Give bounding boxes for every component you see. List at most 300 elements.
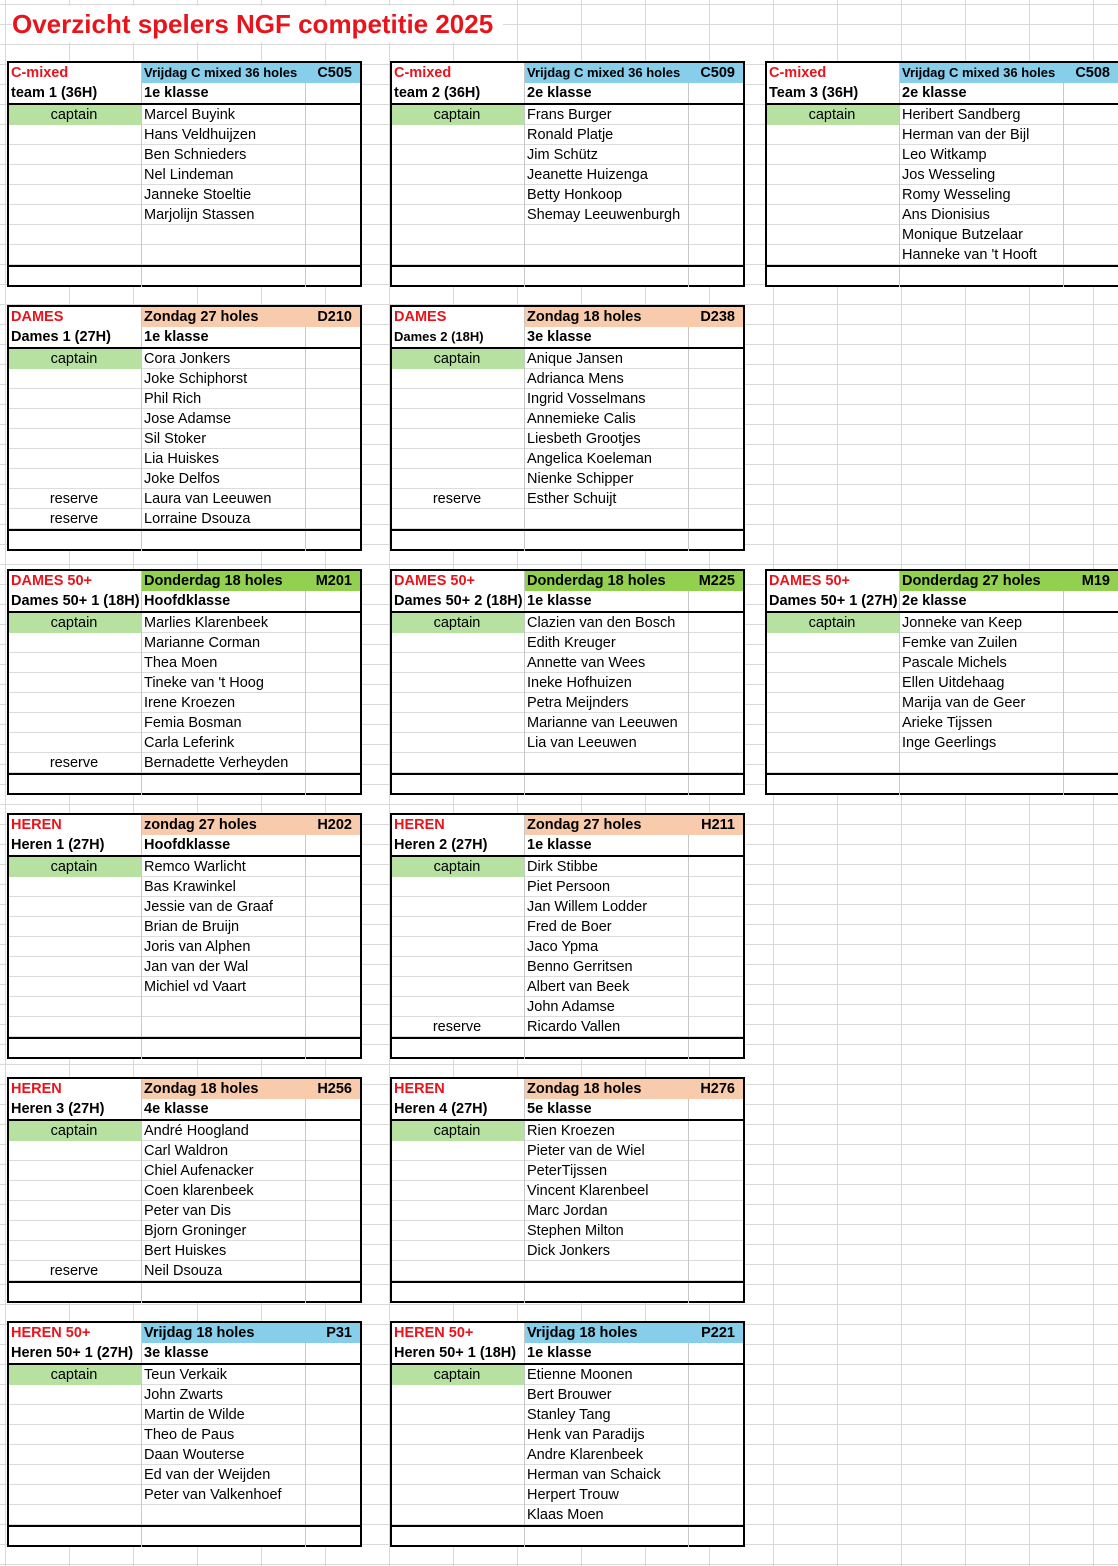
player-name[interactable]: Pieter van de Wiel [525, 1141, 689, 1161]
empty-cell[interactable] [1064, 245, 1118, 265]
day-label[interactable]: Zondag 18 holes [525, 1079, 689, 1099]
role-cell[interactable] [392, 673, 525, 693]
empty-cell[interactable] [306, 633, 360, 653]
day-label[interactable]: Donderdag 18 holes [142, 571, 306, 591]
player-name[interactable]: Etienne Moonen [525, 1365, 689, 1385]
competition-code[interactable]: P221 [689, 1323, 743, 1343]
empty-cell[interactable] [689, 327, 743, 347]
role-cell[interactable] [392, 1241, 525, 1261]
empty-cell[interactable] [306, 105, 360, 125]
empty-cell[interactable] [9, 1283, 142, 1303]
role-cell[interactable] [767, 693, 900, 713]
player-name[interactable]: Femke van Zuilen [900, 633, 1064, 653]
empty-cell[interactable] [689, 633, 743, 653]
player-name[interactable]: Ronald Platje [525, 125, 689, 145]
empty-cell[interactable] [1064, 613, 1118, 633]
role-cell[interactable] [767, 205, 900, 225]
role-cell[interactable] [9, 1241, 142, 1261]
empty-cell[interactable] [306, 245, 360, 265]
role-cell[interactable] [9, 1445, 142, 1465]
team-name[interactable]: Dames 50+ 1 (27H) [767, 591, 900, 611]
role-cell[interactable] [767, 733, 900, 753]
competition-code[interactable]: H276 [689, 1079, 743, 1099]
empty-cell[interactable] [689, 205, 743, 225]
empty-cell[interactable] [306, 1099, 360, 1119]
empty-cell[interactable] [306, 897, 360, 917]
player-name[interactable]: Dirk Stibbe [525, 857, 689, 877]
role-cell[interactable] [392, 897, 525, 917]
team-name[interactable]: team 1 (36H) [9, 83, 142, 103]
player-name[interactable]: Monique Butzelaar [900, 225, 1064, 245]
empty-cell[interactable] [306, 509, 360, 529]
player-name[interactable] [525, 509, 689, 529]
role-cell[interactable] [392, 1161, 525, 1181]
empty-cell[interactable] [1064, 653, 1118, 673]
player-name[interactable]: Lorraine Dsouza [142, 509, 306, 529]
player-name[interactable]: Leo Witkamp [900, 145, 1064, 165]
role-cell[interactable] [9, 469, 142, 489]
player-name[interactable]: PeterTijssen [525, 1161, 689, 1181]
empty-cell[interactable] [1064, 267, 1118, 287]
empty-cell[interactable] [689, 1039, 743, 1059]
role-cell[interactable] [392, 1425, 525, 1445]
role-cell[interactable] [9, 693, 142, 713]
empty-cell[interactable] [689, 1261, 743, 1281]
empty-cell[interactable] [689, 83, 743, 103]
player-name[interactable] [142, 1505, 306, 1525]
role-cell[interactable] [9, 733, 142, 753]
player-name[interactable]: Carl Waldron [142, 1141, 306, 1161]
player-name[interactable]: Ricardo Vallen [525, 1017, 689, 1037]
player-name[interactable]: Jan Willem Lodder [525, 897, 689, 917]
role-cell[interactable] [392, 125, 525, 145]
player-name[interactable]: Marlies Klarenbeek [142, 613, 306, 633]
player-name[interactable] [142, 997, 306, 1017]
day-label[interactable]: Vrijdag C mixed 36 holes [142, 63, 306, 83]
role-cell[interactable] [392, 145, 525, 165]
empty-cell[interactable] [306, 389, 360, 409]
competition-code[interactable]: C505 [306, 63, 360, 83]
player-name[interactable]: Inge Geerlings [900, 733, 1064, 753]
category-label[interactable]: DAMES [392, 307, 525, 327]
empty-cell[interactable] [306, 1527, 360, 1547]
empty-cell[interactable] [1064, 633, 1118, 653]
role-cell[interactable] [392, 713, 525, 733]
empty-cell[interactable] [689, 225, 743, 245]
role-cell[interactable] [9, 185, 142, 205]
team-name[interactable]: Heren 50+ 1 (18H) [392, 1343, 525, 1363]
role-cell[interactable] [392, 977, 525, 997]
role-cell[interactable] [767, 125, 900, 145]
empty-cell[interactable] [525, 1527, 689, 1547]
klasse-label[interactable]: 1e klasse [525, 835, 689, 855]
player-name[interactable]: Herpert Trouw [525, 1485, 689, 1505]
team-name[interactable]: team 2 (36H) [392, 83, 525, 103]
player-name[interactable]: Adrianca Mens [525, 369, 689, 389]
empty-cell[interactable] [306, 267, 360, 287]
player-name[interactable]: Theo de Paus [142, 1425, 306, 1445]
player-name[interactable]: Bas Krawinkel [142, 877, 306, 897]
empty-cell[interactable] [689, 489, 743, 509]
empty-cell[interactable] [689, 469, 743, 489]
role-cell[interactable] [392, 369, 525, 389]
empty-cell[interactable] [306, 613, 360, 633]
player-name[interactable]: Annette van Wees [525, 653, 689, 673]
empty-cell[interactable] [306, 1017, 360, 1037]
player-name[interactable]: Bert Brouwer [525, 1385, 689, 1405]
role-cell[interactable] [9, 125, 142, 145]
empty-cell[interactable] [689, 673, 743, 693]
category-label[interactable]: HEREN [9, 815, 142, 835]
role-cell[interactable] [392, 997, 525, 1017]
empty-cell[interactable] [306, 469, 360, 489]
empty-cell[interactable] [306, 1425, 360, 1445]
empty-cell[interactable] [689, 917, 743, 937]
player-name[interactable]: Annemieke Calis [525, 409, 689, 429]
role-cell[interactable] [392, 449, 525, 469]
klasse-label[interactable]: Hoofdklasse [142, 835, 306, 855]
player-name[interactable]: Stanley Tang [525, 1405, 689, 1425]
role-cell[interactable]: reserve [392, 489, 525, 509]
day-label[interactable]: Vrijdag C mixed 36 holes [900, 63, 1064, 83]
day-label[interactable]: Vrijdag 18 holes [142, 1323, 306, 1343]
role-cell[interactable] [767, 185, 900, 205]
role-cell[interactable] [392, 1405, 525, 1425]
empty-cell[interactable] [689, 409, 743, 429]
role-cell[interactable] [767, 673, 900, 693]
category-label[interactable]: HEREN [9, 1079, 142, 1099]
role-cell[interactable] [9, 409, 142, 429]
empty-cell[interactable] [142, 267, 306, 287]
role-cell[interactable]: reserve [9, 1261, 142, 1281]
player-name[interactable]: Bernadette Verheyden [142, 753, 306, 773]
role-cell[interactable] [392, 1261, 525, 1281]
player-name[interactable]: Jonneke van Keep [900, 613, 1064, 633]
empty-cell[interactable] [689, 897, 743, 917]
klasse-label[interactable]: 3e klasse [525, 327, 689, 347]
role-cell[interactable] [392, 1201, 525, 1221]
role-cell[interactable] [392, 429, 525, 449]
player-name[interactable]: Ed van der Weijden [142, 1465, 306, 1485]
category-label[interactable]: C-mixed [9, 63, 142, 83]
competition-code[interactable]: H211 [689, 815, 743, 835]
empty-cell[interactable] [689, 713, 743, 733]
empty-cell[interactable] [306, 1385, 360, 1405]
day-label[interactable]: Zondag 27 holes [525, 815, 689, 835]
player-name[interactable]: Tineke van 't Hoog [142, 673, 306, 693]
empty-cell[interactable] [306, 1343, 360, 1363]
role-cell[interactable] [392, 1445, 525, 1465]
player-name[interactable]: Angelica Koeleman [525, 449, 689, 469]
team-name[interactable]: Heren 50+ 1 (27H) [9, 1343, 142, 1363]
role-cell[interactable] [9, 205, 142, 225]
player-name[interactable]: Marianne van Leeuwen [525, 713, 689, 733]
player-name[interactable]: Neil Dsouza [142, 1261, 306, 1281]
empty-cell[interactable] [306, 957, 360, 977]
player-name[interactable]: Ellen Uitdehaag [900, 673, 1064, 693]
player-name[interactable] [142, 225, 306, 245]
role-cell[interactable]: captain [9, 349, 142, 369]
day-label[interactable]: Donderdag 18 holes [525, 571, 689, 591]
day-label[interactable]: Donderdag 27 holes [900, 571, 1064, 591]
player-name[interactable]: Cora Jonkers [142, 349, 306, 369]
role-cell[interactable] [9, 1465, 142, 1485]
player-name[interactable]: Chiel Aufenacker [142, 1161, 306, 1181]
empty-cell[interactable] [1064, 693, 1118, 713]
role-cell[interactable] [392, 1385, 525, 1405]
team-name[interactable]: Team 3 (36H) [767, 83, 900, 103]
role-cell[interactable] [9, 1141, 142, 1161]
empty-cell[interactable] [9, 1527, 142, 1547]
day-label[interactable]: Zondag 18 holes [142, 1079, 306, 1099]
day-label[interactable]: zondag 27 holes [142, 815, 306, 835]
empty-cell[interactable] [306, 997, 360, 1017]
empty-cell[interactable] [306, 1465, 360, 1485]
role-cell[interactable] [392, 937, 525, 957]
category-label[interactable]: HEREN 50+ [392, 1323, 525, 1343]
empty-cell[interactable] [525, 267, 689, 287]
empty-cell[interactable] [900, 267, 1064, 287]
empty-cell[interactable] [689, 1465, 743, 1485]
empty-cell[interactable] [9, 775, 142, 795]
empty-cell[interactable] [306, 673, 360, 693]
empty-cell[interactable] [9, 1039, 142, 1059]
empty-cell[interactable] [689, 1283, 743, 1303]
empty-cell[interactable] [306, 1039, 360, 1059]
role-cell[interactable]: captain [392, 613, 525, 633]
team-name[interactable]: Heren 4 (27H) [392, 1099, 525, 1119]
role-cell[interactable]: captain [392, 1121, 525, 1141]
team-name[interactable]: Heren 2 (27H) [392, 835, 525, 855]
player-name[interactable]: Albert van Beek [525, 977, 689, 997]
empty-cell[interactable] [1064, 125, 1118, 145]
role-cell[interactable] [767, 145, 900, 165]
empty-cell[interactable] [525, 775, 689, 795]
empty-cell[interactable] [1064, 185, 1118, 205]
role-cell[interactable] [392, 877, 525, 897]
empty-cell[interactable] [392, 1283, 525, 1303]
team-name[interactable]: Dames 2 (18H) [392, 327, 525, 347]
team-name[interactable]: Dames 50+ 1 (18H) [9, 591, 142, 611]
player-name[interactable] [142, 245, 306, 265]
player-name[interactable]: Jaco Ypma [525, 937, 689, 957]
player-name[interactable]: Teun Verkaik [142, 1365, 306, 1385]
role-cell[interactable] [392, 245, 525, 265]
player-name[interactable]: Carla Leferink [142, 733, 306, 753]
empty-cell[interactable] [1064, 591, 1118, 611]
empty-cell[interactable] [306, 83, 360, 103]
role-cell[interactable] [392, 409, 525, 429]
player-name[interactable]: Marija van de Geer [900, 693, 1064, 713]
empty-cell[interactable] [306, 349, 360, 369]
role-cell[interactable] [9, 1161, 142, 1181]
empty-cell[interactable] [306, 1161, 360, 1181]
player-name[interactable]: Ingrid Vosselmans [525, 389, 689, 409]
role-cell[interactable]: reserve [9, 489, 142, 509]
empty-cell[interactable] [392, 1527, 525, 1547]
empty-cell[interactable] [689, 1445, 743, 1465]
player-name[interactable]: Lia Huiskes [142, 449, 306, 469]
empty-cell[interactable] [767, 267, 900, 287]
role-cell[interactable] [392, 633, 525, 653]
day-label[interactable]: Zondag 18 holes [525, 307, 689, 327]
player-name[interactable]: Irene Kroezen [142, 693, 306, 713]
empty-cell[interactable] [9, 531, 142, 551]
player-name[interactable]: Andre Klarenbeek [525, 1445, 689, 1465]
player-name[interactable]: Ben Schnieders [142, 145, 306, 165]
empty-cell[interactable] [142, 531, 306, 551]
empty-cell[interactable] [689, 1121, 743, 1141]
role-cell[interactable] [9, 877, 142, 897]
empty-cell[interactable] [689, 1181, 743, 1201]
player-name[interactable]: Brian de Bruijn [142, 917, 306, 937]
player-name[interactable]: Benno Gerritsen [525, 957, 689, 977]
role-cell[interactable] [767, 753, 900, 773]
player-name[interactable]: Shemay Leeuwenburgh [525, 205, 689, 225]
empty-cell[interactable] [306, 857, 360, 877]
player-name[interactable]: Romy Wesseling [900, 185, 1064, 205]
team-name[interactable]: Dames 50+ 2 (18H) [392, 591, 525, 611]
role-cell[interactable] [392, 1181, 525, 1201]
empty-cell[interactable] [689, 653, 743, 673]
role-cell[interactable]: captain [392, 349, 525, 369]
player-name[interactable]: John Adamse [525, 997, 689, 1017]
role-cell[interactable]: reserve [9, 509, 142, 529]
role-cell[interactable] [767, 225, 900, 245]
role-cell[interactable] [9, 1017, 142, 1037]
role-cell[interactable] [767, 165, 900, 185]
role-cell[interactable] [9, 449, 142, 469]
role-cell[interactable] [392, 1505, 525, 1525]
empty-cell[interactable] [689, 1527, 743, 1547]
empty-cell[interactable] [1064, 105, 1118, 125]
empty-cell[interactable] [689, 733, 743, 753]
empty-cell[interactable] [689, 125, 743, 145]
role-cell[interactable] [9, 633, 142, 653]
competition-code[interactable]: M201 [306, 571, 360, 591]
player-name[interactable]: Herman van Schaick [525, 1465, 689, 1485]
player-name[interactable]: Herman van der Bijl [900, 125, 1064, 145]
player-name[interactable]: Phil Rich [142, 389, 306, 409]
day-label[interactable]: Zondag 27 holes [142, 307, 306, 327]
player-name[interactable]: Pascale Michels [900, 653, 1064, 673]
competition-code[interactable]: H256 [306, 1079, 360, 1099]
role-cell[interactable] [392, 185, 525, 205]
empty-cell[interactable] [689, 1385, 743, 1405]
team-name[interactable]: Heren 3 (27H) [9, 1099, 142, 1119]
player-name[interactable]: Edith Kreuger [525, 633, 689, 653]
empty-cell[interactable] [689, 509, 743, 529]
empty-cell[interactable] [689, 1017, 743, 1037]
empty-cell[interactable] [1064, 753, 1118, 773]
role-cell[interactable]: captain [392, 1365, 525, 1385]
empty-cell[interactable] [525, 1039, 689, 1059]
empty-cell[interactable] [689, 1161, 743, 1181]
empty-cell[interactable] [689, 105, 743, 125]
empty-cell[interactable] [689, 753, 743, 773]
klasse-label[interactable]: 1e klasse [525, 1343, 689, 1363]
role-cell[interactable] [9, 957, 142, 977]
player-name[interactable]: Remco Warlicht [142, 857, 306, 877]
empty-cell[interactable] [306, 1181, 360, 1201]
empty-cell[interactable] [392, 1039, 525, 1059]
empty-cell[interactable] [306, 531, 360, 551]
player-name[interactable]: Anique Jansen [525, 349, 689, 369]
empty-cell[interactable] [689, 1241, 743, 1261]
empty-cell[interactable] [306, 449, 360, 469]
role-cell[interactable] [392, 1221, 525, 1241]
empty-cell[interactable] [306, 409, 360, 429]
player-name[interactable]: Daan Wouterse [142, 1445, 306, 1465]
player-name[interactable]: Michiel vd Vaart [142, 977, 306, 997]
role-cell[interactable]: captain [9, 1121, 142, 1141]
role-cell[interactable] [9, 917, 142, 937]
empty-cell[interactable] [306, 653, 360, 673]
empty-cell[interactable] [689, 957, 743, 977]
empty-cell[interactable] [1064, 713, 1118, 733]
empty-cell[interactable] [392, 267, 525, 287]
player-name[interactable]: Joke Schiphorst [142, 369, 306, 389]
role-cell[interactable] [767, 633, 900, 653]
empty-cell[interactable] [306, 835, 360, 855]
empty-cell[interactable] [689, 997, 743, 1017]
empty-cell[interactable] [689, 1405, 743, 1425]
role-cell[interactable] [9, 145, 142, 165]
role-cell[interactable]: captain [392, 857, 525, 877]
empty-cell[interactable] [306, 937, 360, 957]
team-name[interactable]: Heren 1 (27H) [9, 835, 142, 855]
empty-cell[interactable] [306, 753, 360, 773]
empty-cell[interactable] [306, 185, 360, 205]
empty-cell[interactable] [900, 775, 1064, 795]
role-cell[interactable] [392, 693, 525, 713]
empty-cell[interactable] [306, 1505, 360, 1525]
role-cell[interactable] [392, 733, 525, 753]
role-cell[interactable] [9, 713, 142, 733]
player-name[interactable]: Klaas Moen [525, 1505, 689, 1525]
role-cell[interactable] [392, 509, 525, 529]
player-name[interactable] [525, 753, 689, 773]
role-cell[interactable] [392, 917, 525, 937]
player-name[interactable]: Jos Wesseling [900, 165, 1064, 185]
empty-cell[interactable] [525, 1283, 689, 1303]
empty-cell[interactable] [306, 1261, 360, 1281]
empty-cell[interactable] [689, 693, 743, 713]
role-cell[interactable] [9, 1505, 142, 1525]
role-cell[interactable] [392, 1465, 525, 1485]
empty-cell[interactable] [767, 775, 900, 795]
player-name[interactable] [900, 753, 1064, 773]
role-cell[interactable] [9, 1485, 142, 1505]
role-cell[interactable] [392, 165, 525, 185]
empty-cell[interactable] [689, 877, 743, 897]
player-name[interactable]: Sil Stoker [142, 429, 306, 449]
competition-code[interactable]: C508 [1064, 63, 1118, 83]
empty-cell[interactable] [689, 369, 743, 389]
player-name[interactable]: Vincent Klarenbeel [525, 1181, 689, 1201]
role-cell[interactable] [392, 957, 525, 977]
role-cell[interactable] [9, 1385, 142, 1405]
empty-cell[interactable] [689, 1343, 743, 1363]
role-cell[interactable]: reserve [9, 753, 142, 773]
player-name[interactable] [525, 245, 689, 265]
empty-cell[interactable] [689, 857, 743, 877]
player-name[interactable]: Joris van Alphen [142, 937, 306, 957]
role-cell[interactable] [9, 369, 142, 389]
empty-cell[interactable] [306, 917, 360, 937]
empty-cell[interactable] [689, 775, 743, 795]
player-name[interactable] [525, 1261, 689, 1281]
